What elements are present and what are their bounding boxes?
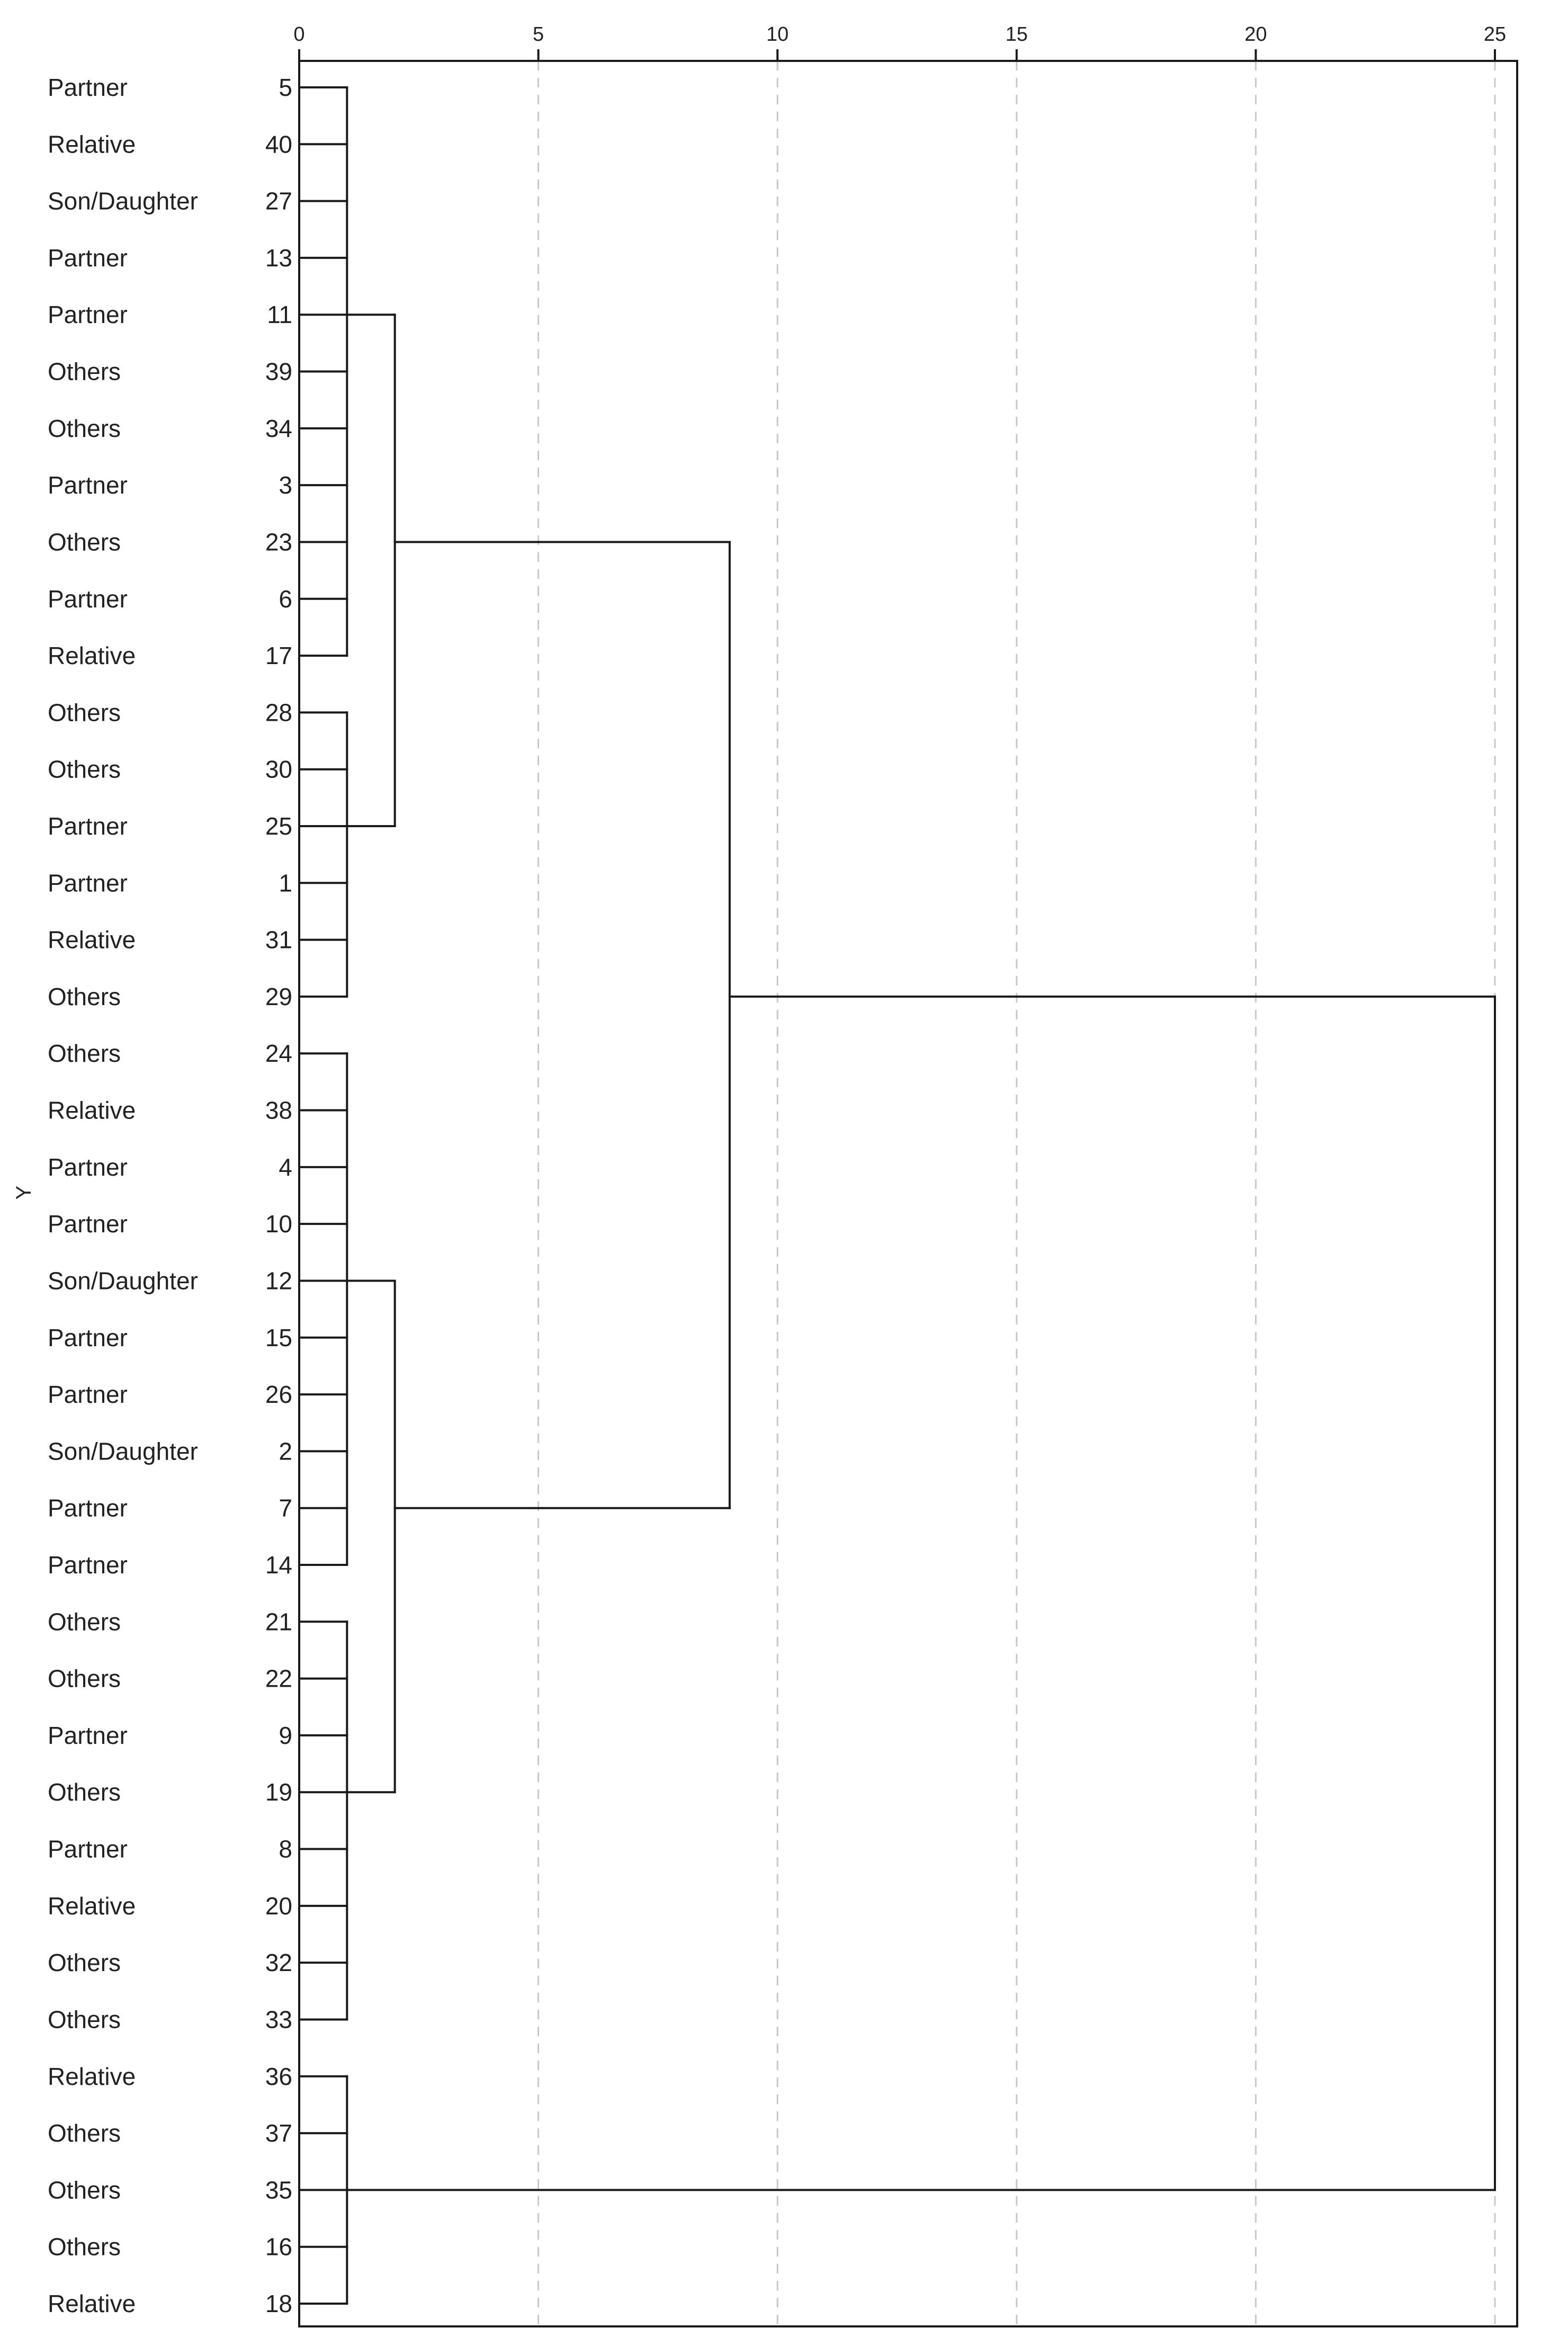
leaf-label-3: Partner	[48, 471, 128, 499]
grid-lines	[539, 61, 1495, 2326]
x-axis-ticks	[293, 23, 1506, 61]
case-number-30: 30	[265, 755, 292, 783]
case-number-15: 15	[265, 1323, 292, 1351]
case-number-11: 11	[267, 301, 292, 329]
case-number-7: 7	[279, 1494, 292, 1522]
leaf-label-29: Others	[48, 982, 121, 1010]
leaf-label-27: Son/Daughter	[48, 187, 198, 215]
case-number-24: 24	[265, 1040, 292, 1068]
case-number-36: 36	[265, 2062, 292, 2090]
leaf-label-18: Relative	[48, 2290, 136, 2317]
leaf-label-20: Relative	[48, 1892, 136, 1920]
leaf-label-33: Others	[48, 2005, 121, 2034]
case-number-2: 2	[279, 1437, 292, 1465]
case-number-10: 10	[265, 1210, 292, 1238]
leaf-labels	[48, 74, 292, 2317]
leaf-label-39: Others	[48, 357, 121, 386]
case-number-6: 6	[279, 585, 292, 613]
leaf-label-6: Partner	[48, 585, 128, 613]
leaf-label-31: Relative	[48, 926, 136, 954]
case-number-38: 38	[265, 1096, 292, 1124]
leaf-label-11: Partner	[48, 301, 128, 329]
x-tick-label-10: 10	[766, 23, 789, 46]
leaf-label-5: Partner	[48, 74, 128, 101]
x-tick-label-0: 0	[293, 23, 305, 46]
leaf-label-13: Partner	[48, 244, 128, 272]
case-number-26: 26	[265, 1381, 292, 1409]
x-tick-label-25: 25	[1483, 23, 1507, 46]
leaf-label-8: Partner	[48, 1835, 128, 1863]
x-tick-label-20: 20	[1244, 23, 1267, 46]
leaf-label-23: Others	[48, 528, 121, 556]
leaf-label-34: Others	[48, 414, 121, 442]
y-axis-title: Y	[12, 1185, 35, 1200]
case-number-4: 4	[279, 1153, 292, 1181]
case-number-29: 29	[265, 982, 292, 1010]
leaf-label-7: Partner	[48, 1494, 128, 1522]
case-number-34: 34	[265, 414, 292, 442]
case-number-1: 1	[279, 869, 292, 897]
leaf-label-19: Others	[48, 1778, 121, 1806]
leaf-label-28: Others	[48, 699, 121, 727]
leaf-label-9: Partner	[48, 1721, 128, 1749]
case-number-5: 5	[279, 74, 292, 101]
case-number-8: 8	[279, 1835, 292, 1863]
leaf-label-40: Relative	[48, 130, 136, 158]
case-number-33: 33	[265, 2005, 292, 2034]
case-number-9: 9	[279, 1721, 292, 1749]
leaf-label-10: Partner	[48, 1210, 128, 1238]
leaf-label-15: Partner	[48, 1323, 128, 1351]
dendrogram-branches	[299, 87, 1495, 2304]
leaf-label-14: Partner	[48, 1551, 128, 1579]
case-number-25: 25	[265, 812, 292, 840]
leaf-label-24: Others	[48, 1040, 121, 1068]
case-number-37: 37	[265, 2119, 292, 2147]
case-number-17: 17	[265, 642, 292, 670]
case-number-18: 18	[265, 2290, 292, 2317]
leaf-label-22: Others	[48, 1664, 121, 1693]
case-number-19: 19	[265, 1778, 292, 1806]
case-number-31: 31	[265, 926, 292, 954]
case-number-13: 13	[265, 244, 292, 272]
case-number-3: 3	[279, 471, 292, 499]
case-number-35: 35	[265, 2176, 292, 2204]
leaf-label-25: Partner	[48, 812, 128, 840]
leaf-label-36: Relative	[48, 2062, 136, 2090]
leaf-label-21: Others	[48, 1608, 121, 1636]
x-tick-label-5: 5	[533, 23, 544, 46]
leaf-label-35: Others	[48, 2176, 121, 2204]
case-number-14: 14	[265, 1551, 292, 1579]
leaf-label-16: Others	[48, 2233, 121, 2261]
case-number-16: 16	[265, 2233, 292, 2261]
leaf-label-2: Son/Daughter	[48, 1437, 198, 1465]
leaf-label-30: Others	[48, 755, 121, 783]
leaf-label-37: Others	[48, 2119, 121, 2147]
case-number-21: 21	[265, 1608, 292, 1636]
case-number-20: 20	[265, 1892, 292, 1920]
case-number-23: 23	[265, 528, 292, 556]
case-number-28: 28	[265, 699, 292, 727]
leaf-label-12: Son/Daughter	[48, 1267, 198, 1295]
case-number-39: 39	[265, 357, 292, 386]
case-number-12: 12	[265, 1267, 292, 1295]
leaf-label-26: Partner	[48, 1381, 128, 1409]
leaf-label-4: Partner	[48, 1153, 128, 1181]
case-number-40: 40	[265, 130, 292, 158]
leaf-label-17: Relative	[48, 642, 136, 670]
leaf-label-38: Relative	[48, 1096, 136, 1124]
case-number-27: 27	[265, 187, 292, 215]
leaf-label-32: Others	[48, 1949, 121, 1977]
case-number-32: 32	[265, 1949, 292, 1977]
leaf-label-1: Partner	[48, 869, 128, 897]
case-number-22: 22	[265, 1664, 292, 1693]
plot-frame	[299, 61, 1517, 2326]
x-tick-label-15: 15	[1005, 23, 1028, 46]
